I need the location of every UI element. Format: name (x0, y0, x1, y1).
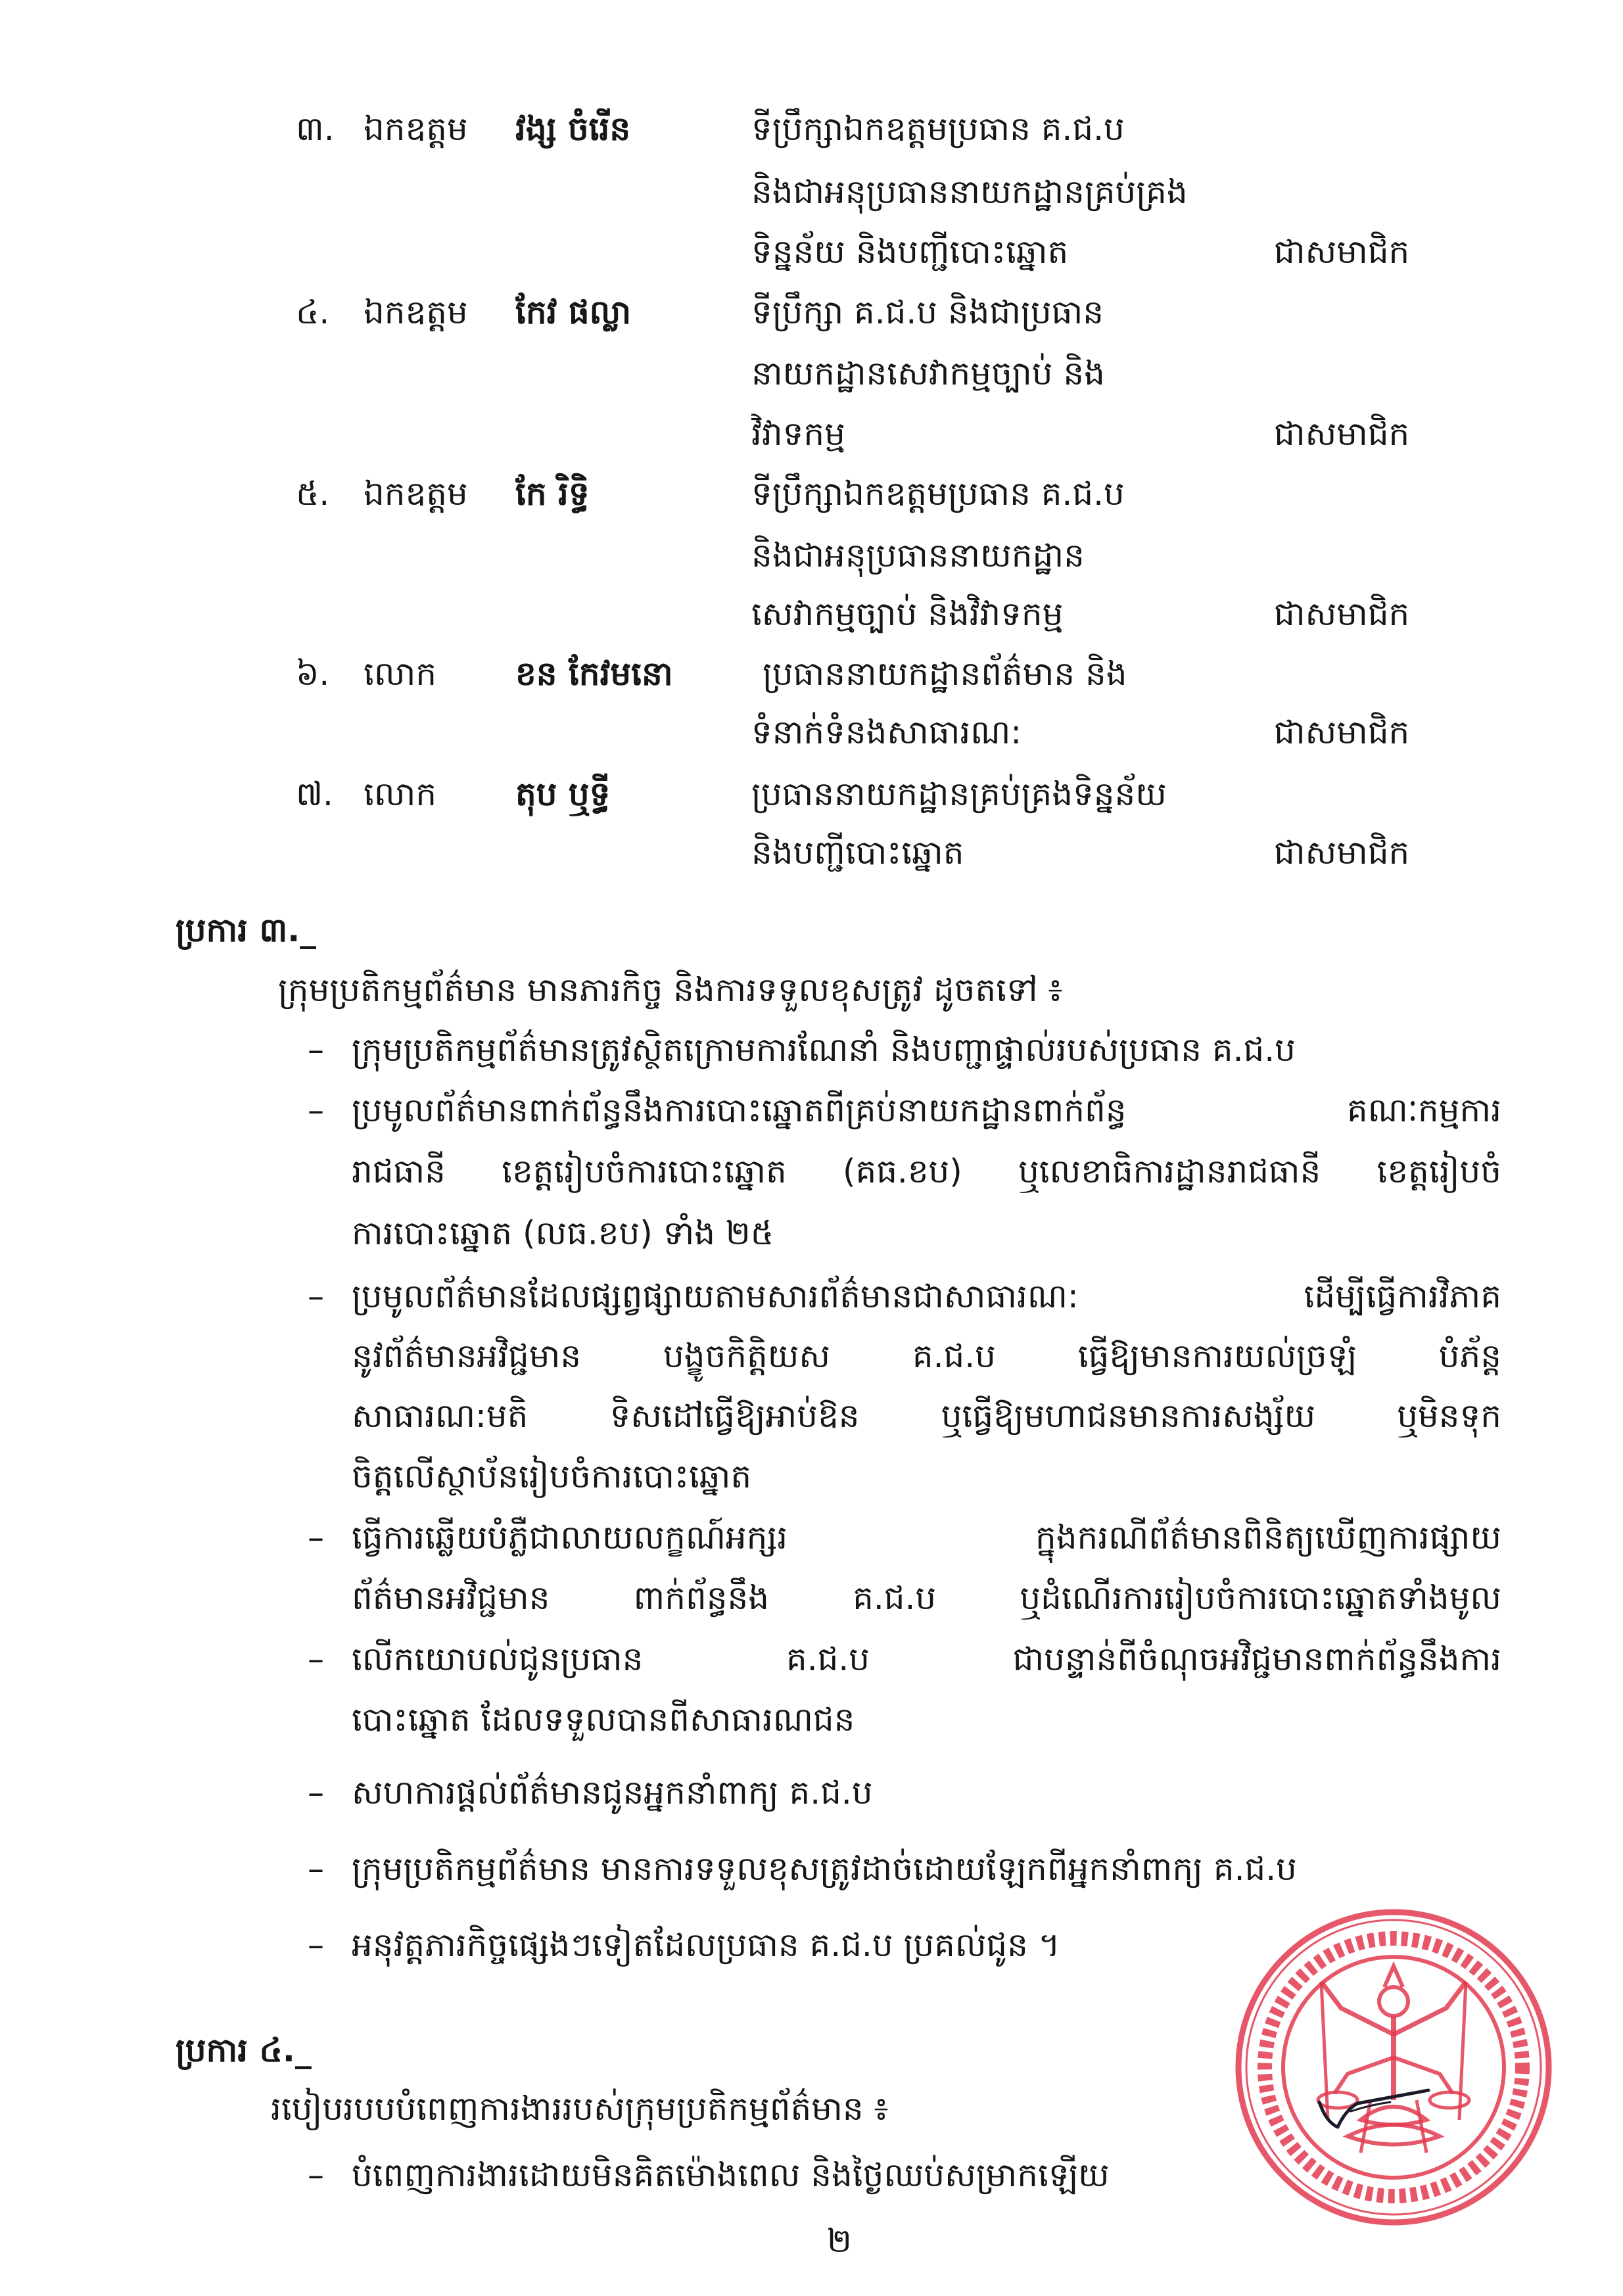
member-role-line: ទិន្នន័យ និងបញ្ជីបោះឆ្នោត (751, 233, 1069, 271)
bullet-line: បោះឆ្នោត ដែលទទួលបានពីសាធារណជន (352, 1700, 855, 1739)
member-role-line: និងជាអនុប្រធាននាយកដ្ឋាន (751, 536, 1085, 574)
bullet-dash: – (308, 1926, 324, 1964)
bullet-line: ក្រុមប្រតិកម្មព័ត៌មាន មានការទទួលខុសត្រូវដាច់ដោយឡែកពីអ្នកនាំពាក្យ គ.ជ.ប (352, 1850, 1297, 1888)
article-heading: ប្រការ ៣._ (176, 911, 317, 949)
member-number: ៥. (296, 475, 330, 513)
member-role-line: វិវាទកម្ម (751, 415, 845, 453)
bullet-dash: – (308, 2156, 324, 2194)
member-role-line: សេវាកម្មច្បាប់ និងវិវាទកម្ម (751, 595, 1064, 633)
bullet-dash: – (308, 1773, 324, 1812)
bullet-line: នូវព័ត៌មានអវិជ្ជមាន បង្ខូចកិត្តិយស គ.ជ.ប ធ្វើឱ្យមានការយល់ច្រឡំ បំភ័ន្ត (352, 1337, 1501, 1375)
member-position: ជាសមាជិក (1274, 833, 1410, 872)
member-role-line: ទីប្រឹក្សាឯកឧត្តមប្រធាន គ.ជ.ប (751, 110, 1125, 148)
bullet-dash: – (308, 1640, 324, 1678)
member-number: ៣. (296, 110, 335, 148)
article-intro: ក្រុមប្រតិកម្មព័ត៌មាន មានភារកិច្ច និងការទទួលខុសត្រូវ ដូចតទៅ ៖ (278, 971, 1063, 1009)
bullet-line: សាធារណ:មតិ ទិសដៅធ្វើឱ្យអាប់ឱន ឬធ្វើឱ្យមហាជនមានការសង្ស័យ ឬមិនទុក (352, 1397, 1501, 1435)
article-heading: ប្រការ ៤._ (176, 2031, 312, 2069)
bullet-line: ធ្វើការឆ្លើយបំភ្លឺជាលាយលក្ខណ៍អក្សរ ក្នុងករណីព័ត៌មានពិនិត្យឃើញការផ្សាយ (352, 1518, 1501, 1557)
member-name: ខន កែវមនោ (515, 655, 673, 693)
bullet-dash: – (308, 1850, 324, 1888)
bullet-line: លើកយោបល់ជូនប្រធាន គ.ជ.ប ជាបន្ទាន់ពីចំណុចអវិជ្ជមានពាក់ព័ន្ធនឹងការ (352, 1640, 1501, 1678)
bullet-line: បំពេញការងារដោយមិនគិតម៉ោងពេល និងថ្ងៃឈប់សម្រាកឡើយ (352, 2156, 1110, 2194)
member-name: វង្ស ចំរើន (515, 110, 631, 148)
member-number: ៧. (296, 775, 333, 813)
member-number: ៦. (296, 655, 330, 693)
bullet-line: អនុវត្តភារកិច្ចផ្សេងៗទៀតដែលប្រធាន គ.ជ.ប ប្រគល់ជូន ។ (352, 1926, 1060, 1964)
member-number: ៤. (296, 293, 330, 331)
bullet-dash: – (308, 1518, 324, 1557)
member-role-line: និងជាអនុប្រធាននាយកដ្ឋានគ្រប់គ្រង (751, 173, 1188, 211)
member-title: លោក (364, 655, 437, 693)
article-intro: របៀបរបបបំពេញការងាររបស់ក្រុមប្រតិកម្មព័ត៌មាន ៖ (271, 2090, 889, 2128)
member-role-line: ប្រធាននាយកដ្ឋានគ្រប់គ្រងទិន្នន័យ (751, 775, 1167, 813)
member-title: លោក (364, 775, 437, 813)
member-name: តុប ឬទ្ធី (515, 775, 611, 813)
bullet-line: ចិត្តលើស្ថាប័នរៀបចំការបោះឆ្នោត (352, 1457, 752, 1495)
member-title: ឯកឧត្តម (364, 475, 468, 513)
bullet-line: រាជធានី ខេត្តរៀបចំការបោះឆ្នោត (គធ.ខប) ឬលេខាធិការដ្ឋានរាជធានី ខេត្តរៀបចំ (352, 1152, 1501, 1190)
bullet-line: ប្រមូលព័ត៌មានពាក់ព័ន្ធនឹងការបោះឆ្នោតពីគ្រប់នាយកដ្ឋានពាក់ព័ន្ធ គណៈកម្មការ (352, 1091, 1501, 1129)
member-role-line: នាយកដ្ឋានសេវាកម្មច្បាប់ និង (751, 354, 1105, 392)
member-role-line: ទីប្រឹក្សាឯកឧត្តមប្រធាន គ.ជ.ប (751, 475, 1125, 513)
member-role-line: ទីប្រឹក្សា គ.ជ.ប និងជាប្រធាន (751, 293, 1104, 331)
signature-mark-icon (1311, 2064, 1436, 2136)
member-position: ជាសមាជិក (1274, 415, 1410, 453)
member-name: កែវ ផល្លា (515, 293, 632, 331)
member-role-line: និងបញ្ជីបោះឆ្នោត (751, 833, 964, 872)
member-role-line: ប្រធាននាយកដ្ឋានព័ត៌មាន និង (763, 655, 1127, 693)
bullet-line: សហការផ្តល់ព័ត៌មានជូនអ្នកនាំពាក្យ គ.ជ.ប (352, 1773, 873, 1812)
member-position: ជាសមាជិក (1274, 713, 1410, 751)
member-position: ជាសមាជិក (1274, 595, 1410, 633)
member-title: ឯកឧត្តម (364, 293, 468, 331)
member-title: ឯកឧត្តម (364, 110, 468, 148)
member-role-line: ទំនាក់ទំនងសាធារណ: (751, 713, 1022, 751)
bullet-line: ការបោះឆ្នោត (លធ.ខប) ទាំង ២៥ (352, 1214, 774, 1252)
bullet-line: ព័ត៌មានអវិជ្ជមាន ពាក់ព័ន្ធនឹង គ.ជ.ប ឬដំណើរការរៀបចំការបោះឆ្នោតទាំងមូល (352, 1579, 1501, 1617)
member-position: ជាសមាជិក (1274, 233, 1410, 271)
page-number: ២ (827, 2222, 852, 2260)
bullet-dash: – (308, 1277, 324, 1315)
bullet-line: ប្រមូលព័ត៌មានដែលផ្សព្វផ្សាយតាមសារព័ត៌មានជាសាធារណ: ដើម្បីធ្វើការវិភាគ (352, 1277, 1501, 1315)
bullet-dash: – (308, 1091, 324, 1129)
bullet-dash: – (308, 1031, 324, 1069)
bullet-line: ក្រុមប្រតិកម្មព័ត៌មានត្រូវស្ថិតក្រោមការណែនាំ និងបញ្ជាផ្ទាល់របស់ប្រធាន គ.ជ.ប (352, 1031, 1296, 1069)
member-name: កែ រិទ្ធិ (515, 475, 590, 513)
